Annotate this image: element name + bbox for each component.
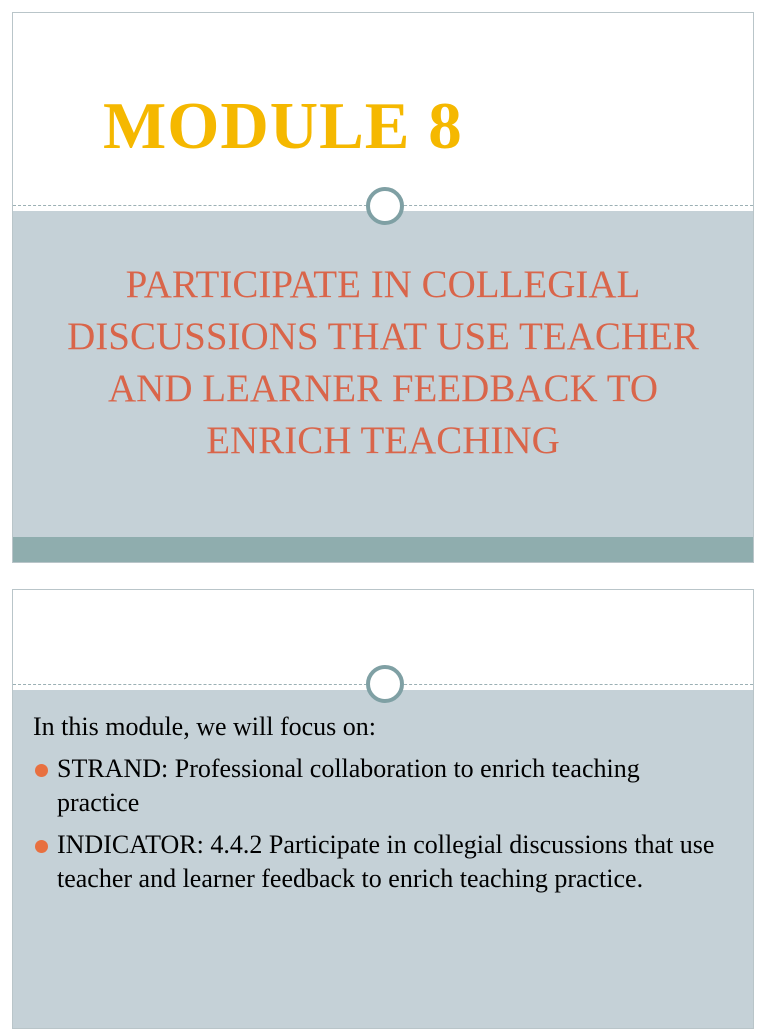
list-item-indicator [33, 828, 723, 896]
bullet-text: INDICATOR: 4.4.2 Participate in collegial discussions that use teacher and learner feedback to enrich teaching practice. [57, 830, 715, 893]
slide-1-title-area [13, 13, 753, 206]
bullet-dot-icon [35, 840, 48, 853]
focus-list [33, 752, 723, 904]
module-title: MODULE 8 [103, 89, 463, 163]
circle-ring-icon [366, 187, 404, 225]
slide-1-content-area [13, 211, 753, 537]
slide-1 [12, 12, 754, 563]
slide-2 [12, 589, 754, 1029]
circle-ring-icon [366, 665, 404, 703]
list-item-strand [33, 752, 723, 820]
slide-1-footer-band [13, 537, 753, 563]
bullet-text: STRAND: Professional collaboration to enrich teaching practice [57, 754, 640, 817]
focus-intro: In this module, we will focus on: [33, 712, 377, 741]
module-subtitle: PARTICIPATE IN COLLEGIAL DISCUSSIONS THAT USE TEACHER AND LEARNER FEEDBACK TO ENRICH TEACHING [67, 263, 699, 462]
slide-2-content-area [13, 690, 753, 1028]
bullet-dot-icon [35, 764, 48, 777]
